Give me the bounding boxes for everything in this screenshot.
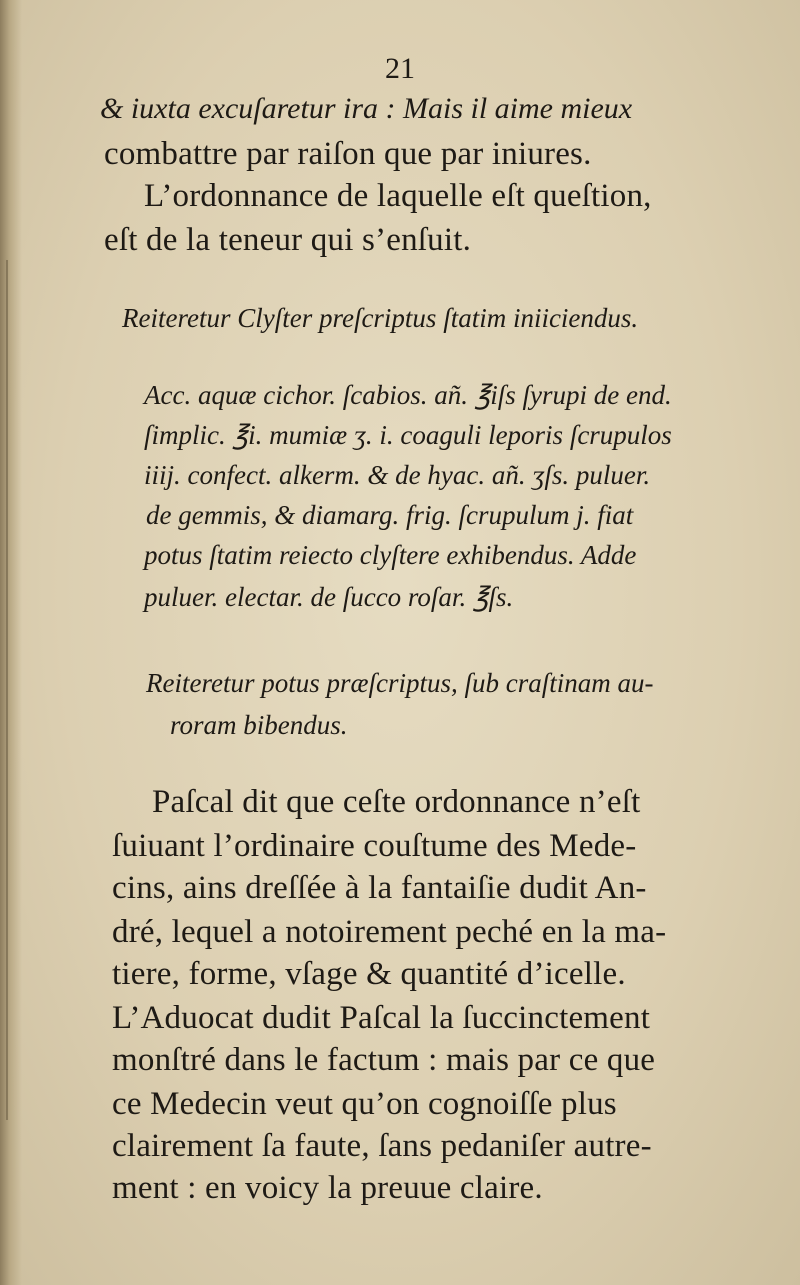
para2-line-5: tiere, forme, vſage & quantité d’icelle. — [112, 956, 626, 992]
para2-line-4: dré, lequel a notoirement peché en la ma- — [112, 914, 667, 950]
prescription-line-4: de gemmis, & diamarg. frig. ſcrupulum j. fiat — [146, 500, 634, 530]
prescription-heading: Reiteretur Clyſter preſcriptus ſtatim iniiciendus. — [122, 303, 639, 333]
para2-line-2: ſuiuant l’ordinaire couſtume des Mede- — [112, 828, 637, 864]
para2-line-1: Paſcal dit que ceſte ordonnance n’eſt — [152, 784, 641, 820]
gutter-binding-line — [6, 260, 8, 1120]
para2-line-8: ce Medecin veut qu’on cognoiſſe plus — [112, 1086, 617, 1122]
second-prescription-line-2: roram bibendus. — [170, 710, 348, 740]
prescription-line-3: iiij. confect. alkerm. & de hyac. añ. ʒſs. puluer. — [144, 460, 651, 490]
para1-line-4: eſt de la teneur qui s’enſuit. — [104, 222, 472, 258]
para2-line-6: L’Aduocat dudit Paſcal la ſuccinctement — [112, 1000, 651, 1036]
prescription-line-1: Acc. aquæ cichor. ſcabios. añ. ℥iſs ſyrupi de end. — [144, 380, 672, 410]
page-gutter — [0, 0, 22, 1285]
para2-line-3: cins, ains dreſſée à la fantaiſie dudit An- — [112, 870, 647, 906]
para1-line-1: & iuxta excuſaretur ira : Mais il aime mieux — [100, 92, 633, 125]
para2-line-10: ment : en voicy la preuue claire. — [112, 1170, 543, 1206]
prescription-line-2: ſimplic. ℥i. mumiæ ʒ. i. coaguli leporis ſcrupulos — [144, 420, 672, 450]
para2-line-7: monſtré dans le factum : mais par ce que — [112, 1042, 656, 1078]
prescription-line-6: puluer. electar. de ſucco roſar. ℥ſs. — [144, 582, 514, 612]
prescription-line-5: potus ſtatim reiecto clyſtere exhibendus. Adde — [144, 540, 637, 570]
second-prescription-line-1: Reiteretur potus præſcriptus, ſub craſtinam au- — [146, 668, 654, 698]
para2-line-9: clairement ſa faute, ſans pedaniſer autre- — [112, 1128, 652, 1164]
page-number: 21 — [385, 52, 415, 85]
para1-line-2: combattre par raiſon que par iniures. — [104, 136, 592, 172]
para1-line-3: L’ordonnance de laquelle eſt queſtion, — [144, 178, 652, 214]
